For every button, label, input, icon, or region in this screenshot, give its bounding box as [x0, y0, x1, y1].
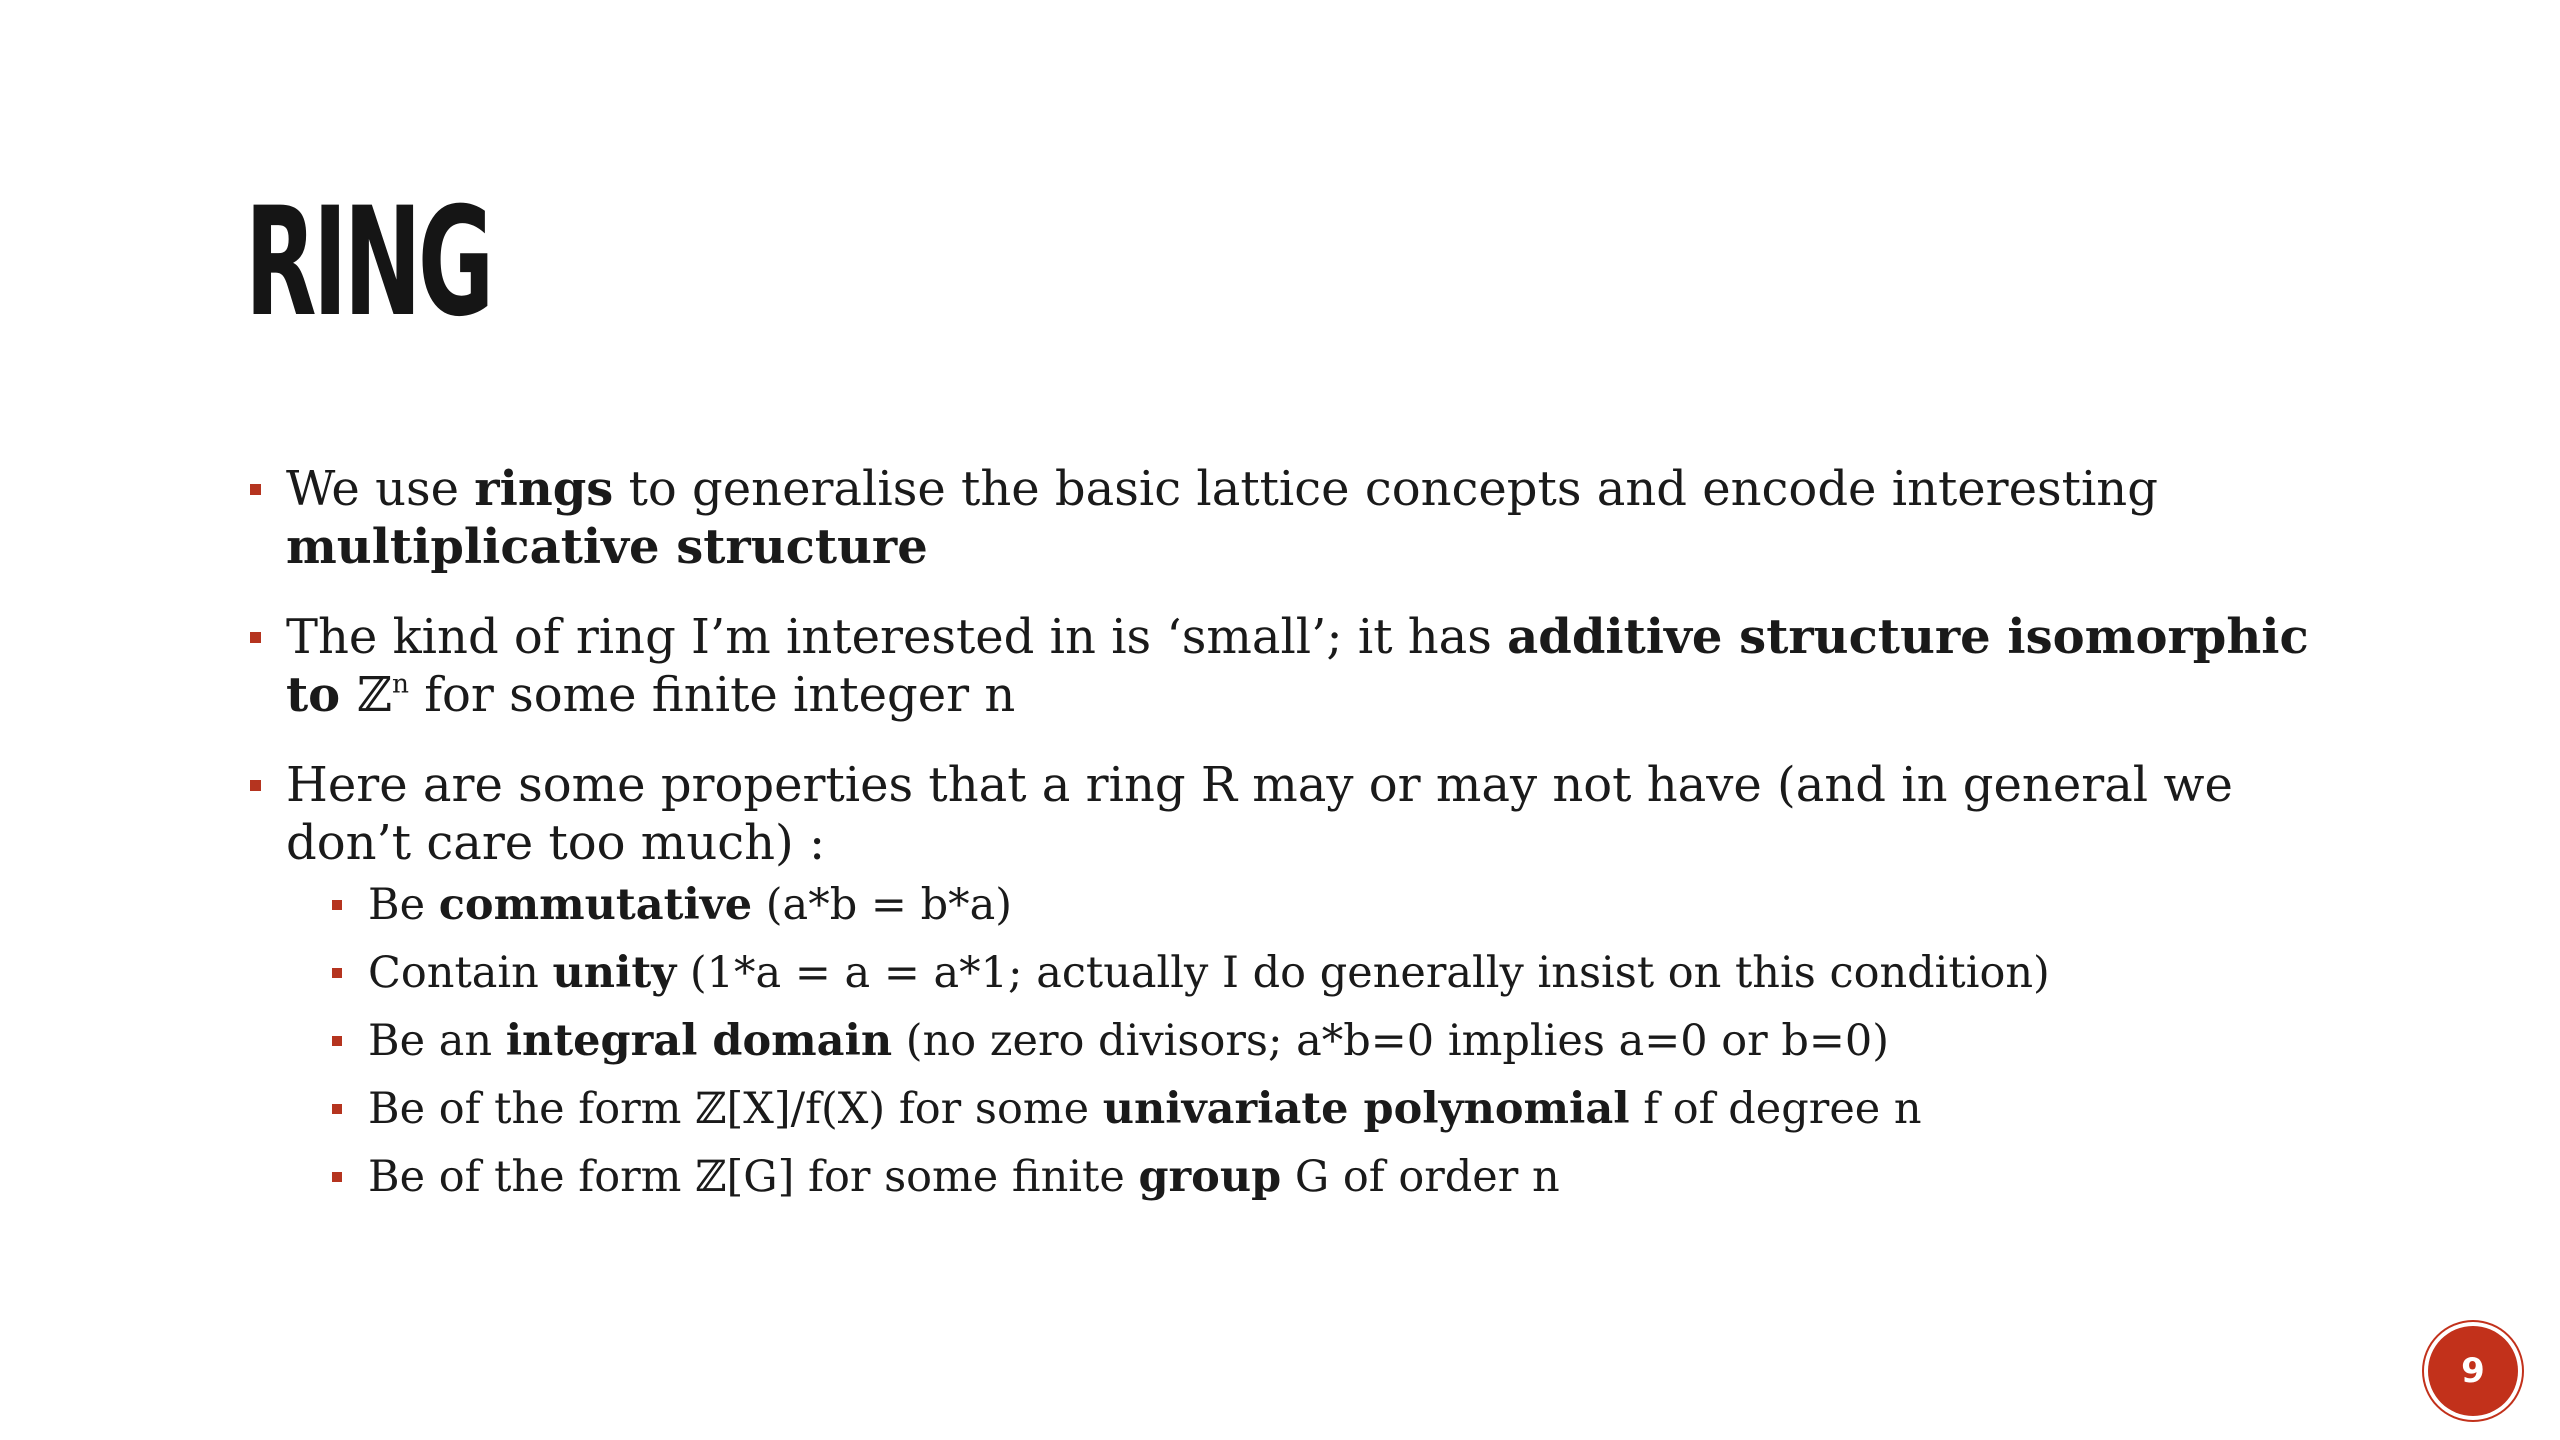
sub-bullet-item [270, 1150, 2310, 1204]
page-number-badge: 9 [2428, 1326, 2518, 1416]
bullet-text [286, 609, 2309, 723]
bullet-item [248, 460, 2348, 576]
text-run: to generalise the basic lattice concepts and encode interesting [613, 461, 2158, 517]
sub-bullet-item [270, 1014, 2310, 1068]
bold-term: group [1138, 1152, 1282, 1202]
bullet-item [248, 608, 2348, 724]
sub-bullet-item [270, 1082, 2310, 1136]
text-run: Be an [368, 1016, 506, 1066]
square-bullet-icon [250, 484, 261, 495]
bold-term: multiplicative structure [286, 519, 928, 575]
text-run: (a*b = b*a) [752, 880, 1013, 930]
sub-bullet-text [368, 948, 2050, 998]
slide-title: RING [245, 176, 491, 350]
bold-term: unity [552, 948, 677, 998]
bullet-item [248, 756, 2348, 1204]
square-bullet-icon [332, 1036, 342, 1046]
text-run: The kind of ring I’m interested in is ‘small’; it has [286, 609, 1508, 665]
sub-bullet-list [286, 878, 2348, 1204]
square-bullet-icon [250, 780, 261, 791]
square-bullet-icon [332, 900, 342, 910]
slide-body [248, 460, 2348, 1236]
sub-bullet-text [368, 880, 1012, 930]
bullet-list [248, 460, 2348, 1204]
sub-bullet-text [368, 1084, 1922, 1134]
bold-term: univariate polynomial [1102, 1084, 1630, 1134]
text-run: Contain [368, 948, 553, 998]
text-run: G of order n [1281, 1152, 1560, 1202]
text-run: Be of the form ℤ[G] for some finite [368, 1152, 1139, 1202]
text-run: We use [286, 461, 475, 517]
text-run: (no zero divisors; a*b=0 implies a=0 or b=0) [892, 1016, 1890, 1066]
text-run: Be [368, 880, 439, 930]
sub-bullet-item [270, 878, 2310, 932]
text-run: f of degree n [1629, 1084, 1922, 1134]
text-run: for some finite integer n [408, 667, 1016, 723]
bullet-text [286, 461, 2158, 575]
sub-bullet-text [368, 1016, 1889, 1066]
sub-bullet-text [368, 1152, 1560, 1202]
text-run: (1*a = a = a*1; actually I do generally insist on this condition) [676, 948, 2050, 998]
superscript: n [391, 668, 409, 700]
square-bullet-icon [250, 632, 261, 643]
bold-term: commutative [438, 880, 753, 930]
bold-term: integral domain [505, 1016, 893, 1066]
square-bullet-icon [332, 1172, 342, 1182]
text-run: Be of the form ℤ[X]/f(X) for some [368, 1084, 1103, 1134]
text-run: Here are some properties that a ring R may or may not have (and in general we don’t care too much) : [286, 757, 2233, 871]
text-run: ℤ [356, 667, 392, 723]
bold-term: rings [474, 461, 614, 517]
bullet-text [286, 757, 2233, 871]
square-bullet-icon [332, 1104, 342, 1114]
bold-term: additive structure isomorphic to [286, 609, 2309, 723]
sub-bullet-item [270, 946, 2310, 1000]
square-bullet-icon [332, 968, 342, 978]
